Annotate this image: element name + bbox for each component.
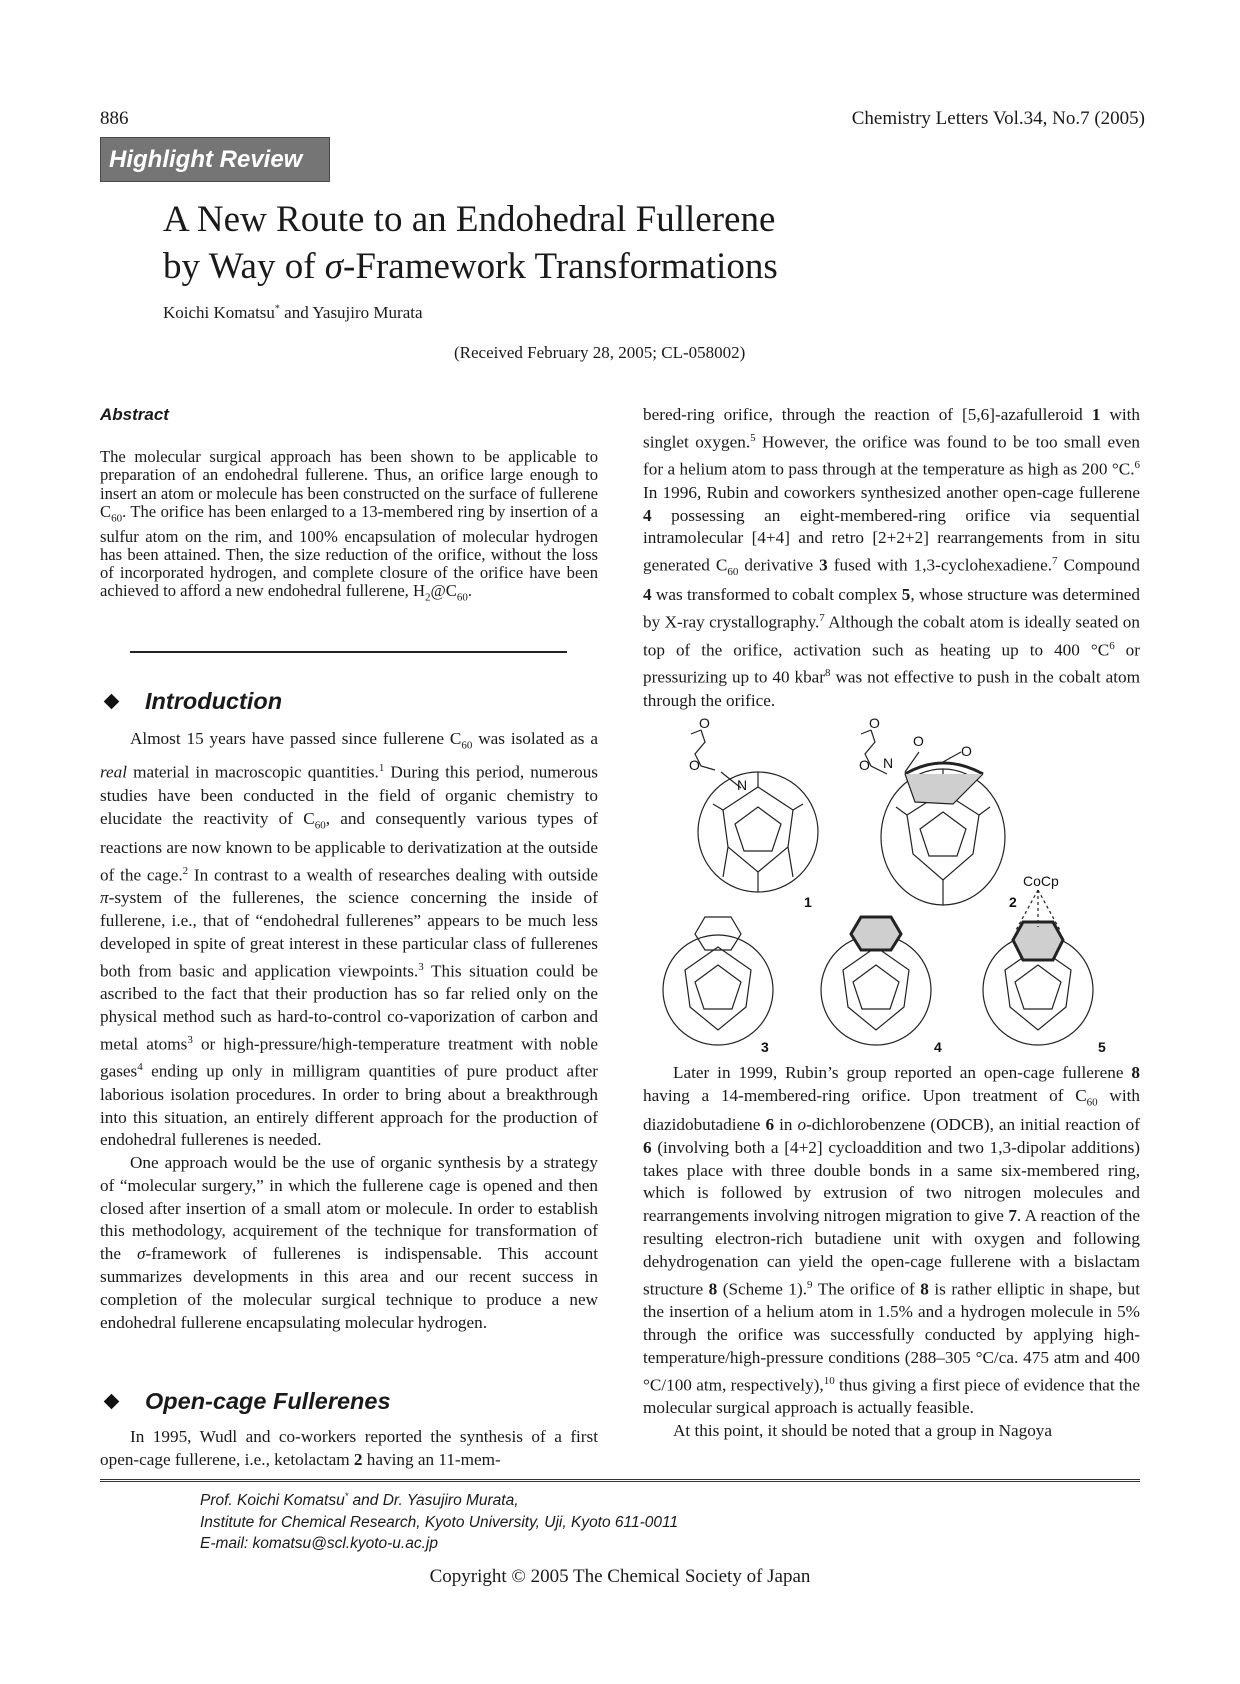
right-column-text-bottom (643, 1062, 1140, 1443)
fullerene-structure-3 (663, 917, 773, 1045)
compound-label-2: 2 (1009, 894, 1017, 910)
paragraph: Later in 1999, Rubin’s group reported an open-cage fullerene 8 having a 14-membered-ring orifice. Upon treatment of $C_{60}$ with diazidobutadiene 6 in o-dichlorobenzene (ODCB), an initial reaction of 6 (involving both a [4+2] cycloaddition and two 1,3-dipolar additions) takes place with three double bonds in a same six-membered ring, which is followed by extrusion of two nitrogen molecules and rearrangements involving nitrogen migration to give 7. A reaction of the resulting electron-rich butadiene unit with oxygen and following dehydrogenation can yield the open-cage fullerene with a bislactam structure 8 (Scheme 1).$^9$ The orifice of 8 is rather elliptic in shape, but the insertion of a helium atom in 1.5% and a hydrogen molecule in 5% through the orifice was successfully conducted by applying high-temperature/high-pressure conditions (288–305 °C/ca. 475 atm and 400 °C/100 atm, respectively),$^{10}$ thus giving a first piece of evidence that the molecular surgical approach is actually feasible. (643, 1063, 1140, 1418)
corresponding-mark: * (274, 303, 280, 315)
received-date: (Received February 28, 2005; CL-058002) (454, 343, 746, 362)
introduction-body (100, 728, 598, 1334)
nitrogen-atom-label: N (883, 755, 894, 771)
footnote-authors: Prof. Koichi Komatsu* and Dr. Yasujiro Murata, (200, 1491, 519, 1510)
compound-label-4: 4 (934, 1039, 942, 1055)
right-column-text-top (643, 404, 1140, 712)
author-affiliation-footnote (200, 1486, 678, 1555)
title-line-2 (163, 243, 1063, 290)
fullerene-structure-5 (983, 890, 1093, 1045)
title-line-1: A New Route to an Endohedral Fullerene (163, 199, 776, 240)
section-heading-open-cage (100, 1388, 391, 1415)
paragraph: In 1995, Wudl and co-workers reported the synthesis of a first open-cage fullerene, i.e., ketolactam 2 having an 11-mem- (100, 1427, 598, 1469)
copyright-notice: Copyright © 2005 The Chemical Society of Japan (429, 1566, 811, 1587)
open-cage-body (100, 1426, 598, 1472)
footnote-divider (100, 1479, 1140, 1482)
journal-citation: Chemistry Letters Vol.34, No.7 (2005) (851, 108, 1145, 129)
fullerene-structure-4 (821, 917, 931, 1045)
compound-label-5: 5 (1098, 1039, 1106, 1055)
section-heading-text: Introduction (145, 688, 283, 714)
author-list (163, 303, 423, 323)
oxygen-atom-label: O (699, 715, 710, 731)
abstract-heading: Abstract (100, 405, 169, 424)
fullerene-structures-figure (643, 712, 1140, 1058)
abstract-text: The molecular surgical approach has been shown to be applicable to preparation of an endohedral fullerene. Thus, an orifice large enough to insert an atom or molecule has been constructed on the surface of fullerene $C_{60}$. The orifice has been enlarged to a 13-membered ring by insertion of a sulfur atom on the rim, and 100% encapsulation of molecular hydrogen has been attained. Then, the size reduction of the orifice, without the loss of incorporated hydrogen, and complete closure of the orifice have been achieved to afford a new endohedral fullerene, $H_2@C_{60}$. (100, 447, 598, 604)
diamond-bullet-icon (104, 1394, 120, 1410)
author-name: and Yasujiro Murata (279, 303, 423, 322)
oxygen-atom-label: O (961, 743, 972, 759)
paragraph: At this point, it should be noted that a group in Nagoya (673, 1420, 1053, 1440)
title-text: by Way of (163, 246, 325, 287)
paragraph: One approach would be the use of organic synthesis by a strategy of “molecular surgery,” in which the fullerene cage is opened and then closed after insertion of a small atom or molecule. In order to establish this methodology, acquirement of the technique for transformation of the σ-framework of fullerenes is indispensable. This account summarizes developments in this area and our recent success in completion of the molecular surgical technique to produce a new endohedral fullerene encapsulating molecular hydrogen. (100, 1153, 598, 1332)
oxygen-atom-label: O (689, 757, 700, 773)
title-text: -Framework Transformations (343, 246, 778, 287)
compound-label-1: 1 (804, 894, 812, 910)
sigma-symbol: σ (324, 246, 344, 287)
abstract-divider (130, 651, 567, 653)
page-number: 886 (100, 108, 129, 129)
section-badge: Highlight Review (100, 137, 330, 182)
paragraph: Almost 15 years have passed since fullerene $C_{60}$ was isolated as a real material in macroscopic quantities.$^1$ During this period, numerous studies have been conducted in the field of organic chemistry to elucidate the reactivity of $C_{60}$, and consequently various types of reactions are now known to be applicable to derivatization at the outside of the cage.$^2$ In contrast to a wealth of researches dealing with outside π-system of the fullerenes, the science concerning the inside of fullerene, i.e., that of “endohedral fullerenes” appears to be much less developed in spite of great interest in these particular class of fullerenes both from basic and application viewpoints.$^3$ This situation could be ascribed to the fact that their production has so far relied only on the physical method such as hard-to-control co-vaporization of carbon and metal atoms$^3$ or high-pressure/high-temperature treatment with noble gases$^4$ ending up only in milligram quantities of pure product after laborious isolation procedures. In order to bring about a breakthrough into this situation, an entirely different approach for the production of endohedral fullerenes is needed. (100, 729, 598, 1150)
paragraph: bered-ring orifice, through the reaction of [5,6]-azafulleroid 1 with singlet oxygen.$^5$ However, the orifice was found to be too small even for a helium atom to pass through at the temperature as high as 200 °C.$^6$ In 1996, Rubin and coworkers synthesized another open-cage fullerene 4 possessing an eight-membered-ring orifice via sequential intramolecular [4+4] and retro [2+2+2] rearrangements from in situ generated $C_{60}$ derivative 3 fused with 1,3-cyclohexadiene.$^7$ Compound 4 was transformed to cobalt complex 5, whose structure was determined by X-ray crystallography.$^7$ Although the cobalt atom is ideally seated on top of the orifice, activation such as heating up to 400 $^\circ C^6$ or pressurizing up to 40 kbar$^8$ was not effective to push in the cobalt atom through the orifice. (643, 405, 1140, 710)
diamond-bullet-icon (104, 694, 120, 710)
section-heading-text: Open-cage Fullerenes (145, 1388, 391, 1414)
cobalt-complex-label: CoCp (1023, 873, 1059, 889)
compound-label-3: 3 (761, 1039, 769, 1055)
author-name: Koichi Komatsu (163, 303, 275, 322)
oxygen-atom-label: O (869, 715, 880, 731)
oxygen-atom-label: O (859, 757, 870, 773)
nitrogen-atom-label: N (737, 777, 748, 793)
footnote-institution: Institute for Chemical Research, Kyoto University, Uji, Kyoto 611-0011 (200, 1513, 679, 1531)
article-title (163, 196, 1063, 290)
fullerene-structure-1 (691, 730, 818, 892)
footnote-email[interactable]: E-mail: komatsu@scl.kyoto-u.ac.jp (200, 1535, 438, 1553)
oxygen-atom-label: O (913, 733, 924, 749)
section-heading-introduction (100, 688, 282, 715)
